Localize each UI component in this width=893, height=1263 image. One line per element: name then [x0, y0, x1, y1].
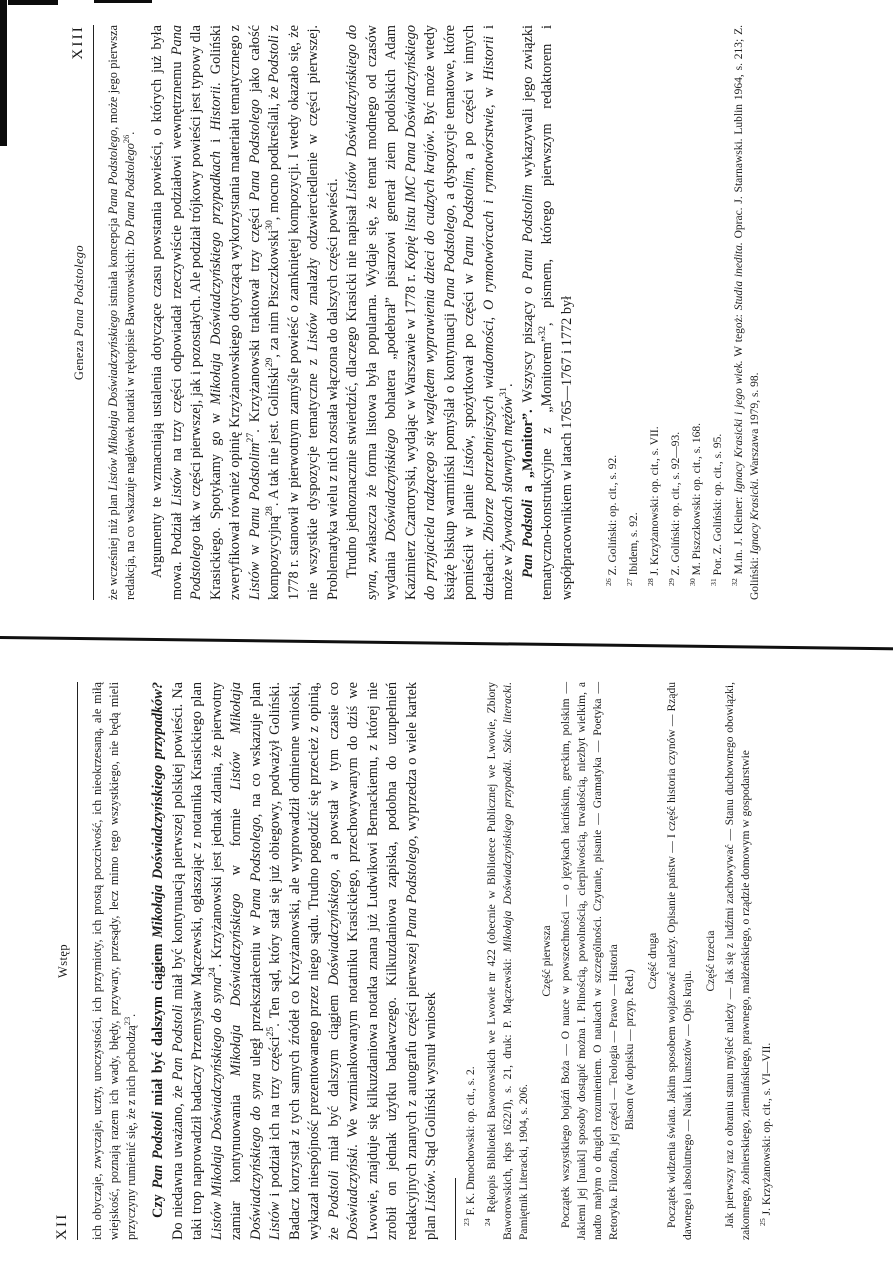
scan-artifact [0, 0, 7, 146]
footnote-quote: Blason (w dopisku — przyp. Red.) [623, 969, 636, 1130]
footnote: $^{30}$ M. Piszczkowski: op. cit., s. 168. [688, 422, 703, 586]
page-content [40, 646, 775, 1258]
footnote-quote: Początek wszystkiego bojaźń Boża — O nauce w powszechności — o językach łacińskim, greckim, polskim — Jakiemi jej [nauki] sposoby dostąpić można I. Pilnością, powolnością, cierpliwością, trwałością, niezbyt wielkim, a nadto małym o drugich rozumieniem. O naukach w szczególności. Czytanie, pisanie — Gramatyka — Poetyka — Retoryka. Filozofia, jej części — Teologia — Prawo — Historia [559, 682, 620, 1240]
footnote: $^{23}$ F. K. Dmochowski: op. cit., s. 2. [461, 1066, 477, 1226]
petit-paragraph: że wcześniej niż plan Listów Mikołaja Doświadczyńskiego istniała koncepcja Pana Podstolego, może jego pierwsza redakcja, na co wskazuje nagłówek notatki w rękopisie Baworowskich: Do Pana Podstolego$^{26}$. [106, 25, 137, 600]
footnote: $^{24}$ Rękopis Biblioteki Baworowskich we Lwowie nr 422 (obecnie w Bibliotece Publicznej we Lwowie, Zbiory Baworowskich, rkps 1622/I), s. 21, druk: P. Mączewski: Mikołaja Doświadczyńskiego przypadki. Szkic literacki. Pamiętnik Literacki, 1904, s. 206. [482, 682, 530, 1240]
body-text [148, 25, 577, 600]
footnote: $^{31}$ Por. Z. Goliński: op. cit., s. 95. [709, 433, 724, 586]
footnote-heading: Część trzecia [704, 930, 717, 992]
footnotes [463, 682, 775, 1240]
petit-paragraph: ich obyczaje, zwyczaje, uczty, uroczystości, ich przymioty, ich prostą poczciwość, ich nieokrzesaną, ale miłą wiejskość, poznają razem ich wady, błędy, przywary, przesądy, lecz mimo tego wszystkiego, nie będą mieli przyczyny rumienić się, że z nich pochodzą$^{23}$. [90, 682, 138, 1240]
footnote-heading: Część druga [646, 932, 659, 990]
running-title: Wstęp [56, 944, 70, 978]
page-number: XII [54, 1212, 70, 1240]
footnote-separator [455, 1178, 456, 1240]
footnote: $^{32}$ M.in. J. Kleiner: Ignacy Krasicki i jego wiek. W tegoż: Studia inedita. Oprac. J. Starnawski. Lublin 1964, s. 213; Z. Goliński: Ignacy Krasicki. Warszawa 1979, s. 98. [730, 25, 761, 600]
paragraph: Pan Podstoli a „Monitor”. Wszyscy piszący o Panu Podstolim wykazywali jego związki tematyczno-konstrukcyjne z „Monitorem”$^{32}$, pismem, którego pierwszym redaktorem i współpracownikiem w latach 1765—1767 i 1772 był [519, 25, 575, 600]
footnotes [605, 25, 763, 600]
scan-artifact [8, 0, 58, 5]
book-page-xii [40, 646, 862, 1258]
header-rule [93, 25, 94, 600]
footnote: $^{25}$ J. Krzyżanowski: op. cit., s. VI—VII. [757, 1042, 773, 1226]
header-rule [77, 682, 78, 1240]
footnote: $^{27}$ Ibidem, s. 92. [625, 512, 640, 586]
body-text [149, 682, 442, 1240]
paragraph: Trudno jednoznacznie stwierdzić, dlaczego Krasicki nie napisał Listów Doświadczyńskiego do syna, zwłaszcza że forma listowa była popularna. Wydaje się, że temat modnego od czasów wydania Doświadczyńskiego bohatera „podebrał” pisarzowi generał ziem podolskich Adam Kazimierz Czartoryski, wydając w Warszawie w 1778 r. Kopię listu IMC Pana Doświadczyńskiego do przyjaciela radzącego się względem wyprawienia dzieci do cudzych krajów. Być może wtedy książę biskup warmiński pomyślał o kontynuacji Pana Podstolego, a dyspozycje tematowe, które pomieścił w planie Listów, spożytkował po części w Panu Podstolim, a po części w innych dziełach: Zbiorze potrzebniejszych wiadomości, O rymotwórcach i rymotwórstwie, w Historii i może w Żywotach sławnych mężów$^{31}$. [344, 24, 516, 600]
scan-artifact [94, 0, 152, 3]
page-header [54, 682, 74, 1240]
footnote-heading: Część pierwsza [540, 925, 553, 997]
footnote: $^{29}$ Z. Goliński: op. cit., s. 92—93. [667, 431, 682, 586]
paragraph: Argumenty te wzmacniają ustalenia dotyczące czasu powstania powieści, o których już była mowa. Podział Listów na trzy części odpowiadał rzeczywiście podziałowi wewnętrznemu Pana Podstolego tak w części pierwszej, jak i pozostałych. Ale podział trójkowy powieści jest typowy dla Krasickiego. Spotykamy go w Mikołaja Doświadczyńskiego przypadkach i Historii. Goliński zweryfikował również opinię Krzyżanowskiego dotyczącą wykorzystania materiału tematycznego z Listów w Panu Podstolim$^{27}$. Krzyżanowski traktował trzy części Pana Podstolego jako całość kompozycyjną$^{28}$. A tak nie jest. Goliński$^{29}$, za nim Piszczkowski$^{30}$, mocno podkreślali, że Podstoli z 1778 r. stanowił w pierwotnym zamyśle powieść o zamkniętej kompozycji. I wtedy okazało się, że nie wszystkie dyspozycje tematyczne z Listów znalazły odzwierciedlenie w części pierwszej. Problematyka wielu z nich została włączona do dalszych części powieści. [149, 24, 341, 600]
page-content [66, 6, 763, 618]
footnote-quote: Początek widzenia świata. Jakim sposobem wojażować należy. Opisanie państw — I część historia czynów — Rządu dawnego i absolutnego — Nauk i kunsztów — Opis kraju. [665, 682, 694, 1240]
footnote: $^{26}$ Z. Goliński: op. cit., s. 92. [604, 454, 619, 586]
book-page-xiii [66, 6, 872, 618]
running-title: Geneza Pana Podstolego [72, 244, 86, 381]
page-header [70, 25, 90, 600]
footnote: $^{28}$ J. Krzyżanowski: op. cit., s. VII. [646, 426, 661, 586]
paragraph: Czy Pan Podstoli miał być dalszym ciągiem Mikołaja Doświadczyńskiego przypadków? Do niedawna uważano, że Pan Podstoli miał być kontynuacją pierwszej polskiej powieści. Na taki trop naprowadził badaczy Przemysław Mączewski, ogłaszając z notatnika Krasickiego plan Listów Mikołaja Doświadczyńskiego do syna$^{24}$. Krzyżanowski jest jednak zdania, że pierwotny zamiar kontynuowania Mikołaja Doświadczyńskiego w formie Listów Mikołaja Doświadczyńskiego do syna uległ przekształceniu w Pana Podstolego, na co wskazuje plan Listów i podział ich na trzy części$^{25}$. Ten sąd, który stał się już obiegowy, podważył Goliński. Badacz korzystał z tych samych źródeł co Krzyżanowski, ale wyprowadził odmienne wnioski, wykazał niespójność prezentowanego przez niego sądu. Trudno pogodzić się przecież z opinią, że Podstoli miał być dalszym ciągiem Doświadczyńskiego, a powstał w tym czasie co Doświadczyński. We wzmiankowanym notatniku Krasickiego, przechowywanym do dziś we Lwowie, znajduje się kilkuzdaniowa notatka znana już Ludwikowi Bernackiemu, z której nie zrobił on jednak użytku badawczego. Kilkuzdaniowa zapiska, podobna do uzupełnień redakcyjnych znanych z autografu części pierwszej Pana Podstolego, wyprzedza o wiele kartek plan Listów. Stąd Goliński wysnuł wniosek [150, 681, 439, 1240]
footnote-quote: Jak pierwszy raz o obraniu stanu myśleć należy — Jak się z ludźmi zachowywać — Stanu duchownego obowiązki, zakonnego, żołnierskiego, ziemiańskiego, prawnego, małżeńskiego, o rządzie domowym w gospodarstwie [723, 682, 752, 1240]
page-number: XIII [70, 25, 86, 60]
